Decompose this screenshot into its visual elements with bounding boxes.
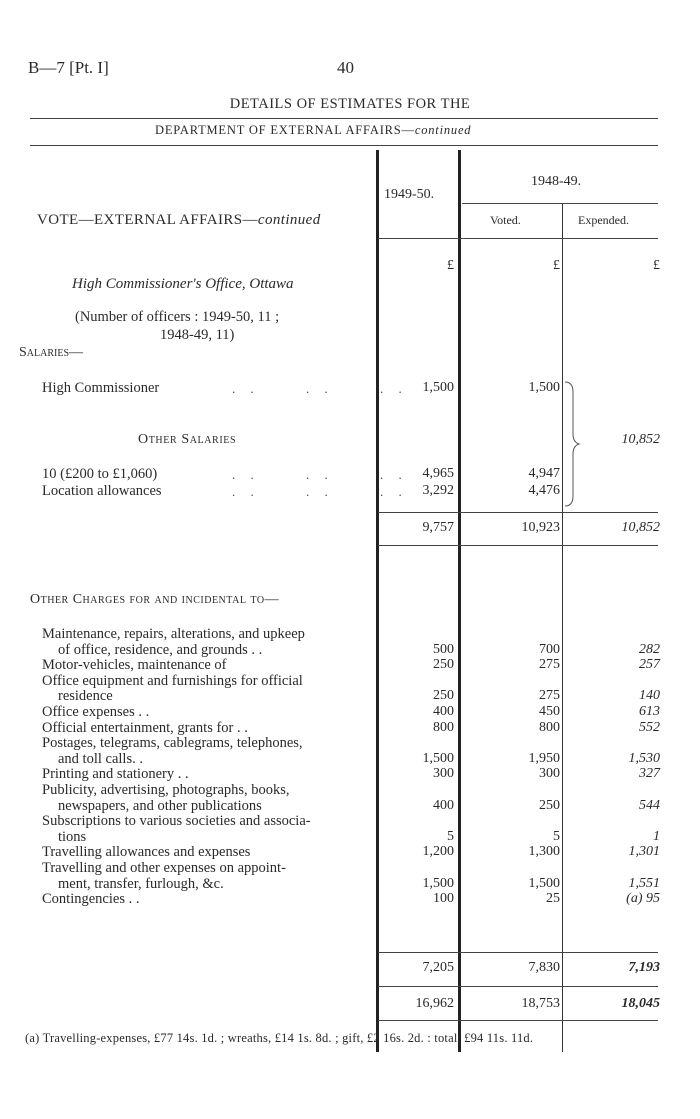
- charge-label: Subscriptions to various societies and associa-: [42, 813, 311, 830]
- rule: [30, 118, 658, 119]
- charge-amount-1949-50: 800: [433, 719, 454, 735]
- charge-amount-voted: 250: [539, 797, 560, 813]
- column-header-voted: Voted.: [490, 213, 521, 227]
- charge-amount-voted: 275: [539, 688, 560, 704]
- currency-symbol: £: [553, 258, 560, 273]
- currency-symbol: £: [653, 258, 660, 273]
- grand-total-voted: 18,753: [521, 996, 560, 1011]
- charge-amount-voted: 300: [539, 766, 560, 782]
- charge-label: Travelling allowances and expenses: [42, 844, 251, 861]
- charge-amount-1949-50: 400: [433, 704, 454, 719]
- charge-amount-expended: 327: [639, 766, 660, 782]
- rule: [378, 512, 658, 513]
- charge-amount-voted: 5: [553, 828, 560, 844]
- rule: [462, 203, 658, 204]
- charge-amount-voted: 800: [539, 719, 560, 735]
- charge-amount-voted: 1,950: [528, 750, 560, 766]
- charge-amount-expended: 257: [639, 657, 660, 673]
- rule: [378, 545, 658, 546]
- salaries-heading: Salaries—: [19, 345, 84, 360]
- footnote: (a) Travelling-expenses, £77 14s. 1d. ; wreaths, £14 1s. 8d. ; gift, £2 16s. 2d. : total, £94 11s. 11d.: [25, 1031, 534, 1045]
- office-name: High Commissioner's Office, Ottawa: [72, 276, 294, 292]
- column-divider: [458, 150, 461, 1052]
- rule: [30, 145, 658, 146]
- charge-label: Publicity, advertising, photographs, books,: [42, 782, 290, 798]
- other-charges-heading: Other Charges for and incidental to—: [30, 592, 280, 607]
- column-divider: [562, 204, 563, 1052]
- leader-dots: . . . . . .: [232, 467, 408, 482]
- charge-amount-1949-50: 250: [433, 688, 454, 704]
- department-name: DEPARTMENT OF EXTERNAL AFFAIRS—: [155, 123, 415, 137]
- amount-expended: 10,852: [621, 432, 660, 447]
- page-number: 40: [337, 58, 354, 77]
- charge-label: of office, residence, and grounds . .: [58, 641, 263, 658]
- charge-amount-1949-50: 250: [433, 657, 454, 673]
- charge-amount-expended: 544: [639, 797, 660, 813]
- column-header-expended: Expended.: [578, 213, 629, 227]
- charge-amount-1949-50: 1,200: [422, 844, 454, 860]
- charge-amount-expended: 552: [639, 719, 660, 735]
- charge-amount-voted: 700: [539, 641, 560, 657]
- charge-amount-expended: 1: [653, 828, 660, 844]
- officers-count: 1948-49, 11): [160, 327, 235, 343]
- department-continued: continued: [414, 123, 472, 137]
- charge-amount-1949-50: 100: [433, 891, 454, 907]
- charge-label: tions: [58, 828, 87, 845]
- leader-dots: . . . . . .: [232, 381, 408, 396]
- charge-amount-expended: 140: [639, 688, 660, 704]
- amount-1949-50: 3,292: [422, 483, 454, 498]
- charge-label: newspapers, and other publications: [58, 797, 262, 814]
- column-header-1949-50: 1949-50.: [384, 187, 435, 202]
- amount-voted: 4,476: [528, 483, 560, 498]
- charge-label: residence: [58, 688, 113, 705]
- rule: [378, 1020, 658, 1021]
- vote-continued: continued: [257, 212, 321, 228]
- charge-amount-expended: 1,551: [628, 875, 660, 891]
- charge-amount-expended: 282: [639, 641, 660, 657]
- charge-amount-1949-50: 400: [433, 797, 454, 813]
- other-salaries-heading: Other Salaries: [138, 432, 237, 447]
- salaries-total-voted: 10,923: [521, 520, 560, 535]
- charge-amount-expended: 1,301: [628, 844, 660, 860]
- charge-label: Office expenses . .: [42, 704, 150, 720]
- charge-amount-voted: 275: [539, 657, 560, 673]
- charge-amount-voted: 450: [539, 704, 560, 719]
- charge-label: Maintenance, repairs, alterations, and upkeep: [42, 626, 305, 642]
- charge-amount-1949-50: 1,500: [422, 875, 454, 891]
- vote-title: [37, 212, 321, 229]
- charge-amount-1949-50: 1,500: [422, 750, 454, 766]
- amount-voted: 1,500: [528, 380, 560, 395]
- charge-amount-1949-50: 500: [433, 641, 454, 657]
- amount-1949-50: 1,500: [422, 380, 454, 395]
- brace-icon: [563, 378, 583, 510]
- charge-label: Official entertainment, grants for . .: [42, 719, 248, 736]
- charge-label: and toll calls. .: [58, 750, 143, 767]
- salary-label: 10 (£200 to £1,060): [42, 466, 158, 482]
- grand-total-1949-50: 16,962: [415, 996, 454, 1011]
- charge-label: Contingencies . .: [42, 891, 140, 908]
- rule: [378, 952, 658, 953]
- charge-amount-voted: 1,500: [528, 875, 560, 891]
- currency-symbol: £: [447, 258, 454, 273]
- amount-voted: 4,947: [528, 466, 560, 481]
- rule: [378, 986, 658, 987]
- amount-1949-50: 4,965: [422, 466, 454, 481]
- charges-total-expended: 7,193: [628, 960, 660, 975]
- charge-amount-expended: 1,530: [628, 750, 660, 766]
- charge-label: Printing and stationery . .: [42, 766, 189, 783]
- leader-dots: . . . . . .: [232, 484, 408, 499]
- charge-amount-1949-50: 5: [447, 828, 454, 844]
- charges-total-1949-50: 7,205: [422, 960, 454, 975]
- page-reference: B—7 [Pt. I]: [28, 58, 109, 77]
- charge-amount-voted: 25: [546, 891, 560, 907]
- charge-amount-expended: (a) 95: [626, 891, 660, 907]
- charge-label: Postages, telegrams, cablegrams, telephones,: [42, 735, 303, 752]
- column-divider: [376, 150, 379, 1052]
- charge-label: Office equipment and furnishings for official: [42, 672, 303, 689]
- charge-amount-1949-50: 300: [433, 766, 454, 782]
- charge-label: Motor-vehicles, maintenance of: [42, 657, 227, 674]
- document-title: DETAILS OF ESTIMATES FOR THE: [229, 96, 471, 112]
- charge-amount-voted: 1,300: [528, 844, 560, 860]
- charge-label: Travelling and other expenses on appoint-: [42, 860, 286, 876]
- column-header-1948-49: 1948-49.: [531, 174, 582, 189]
- charge-amount-expended: 613: [639, 704, 660, 719]
- grand-total-expended: 18,045: [621, 996, 660, 1011]
- department-title: [155, 123, 471, 138]
- salary-label: High Commissioner: [42, 380, 160, 396]
- salaries-total-expended: 10,852: [621, 520, 660, 535]
- officers-count: (Number of officers : 1949-50, 11 ;: [75, 309, 280, 325]
- charge-label: ment, transfer, furlough, &c.: [58, 875, 224, 892]
- salary-label: Location allowances: [42, 483, 162, 499]
- salaries-total-1949-50: 9,757: [422, 520, 454, 535]
- charges-total-voted: 7,830: [528, 960, 560, 975]
- rule: [378, 238, 658, 239]
- vote-name: VOTE—EXTERNAL AFFAIRS—: [37, 212, 258, 228]
